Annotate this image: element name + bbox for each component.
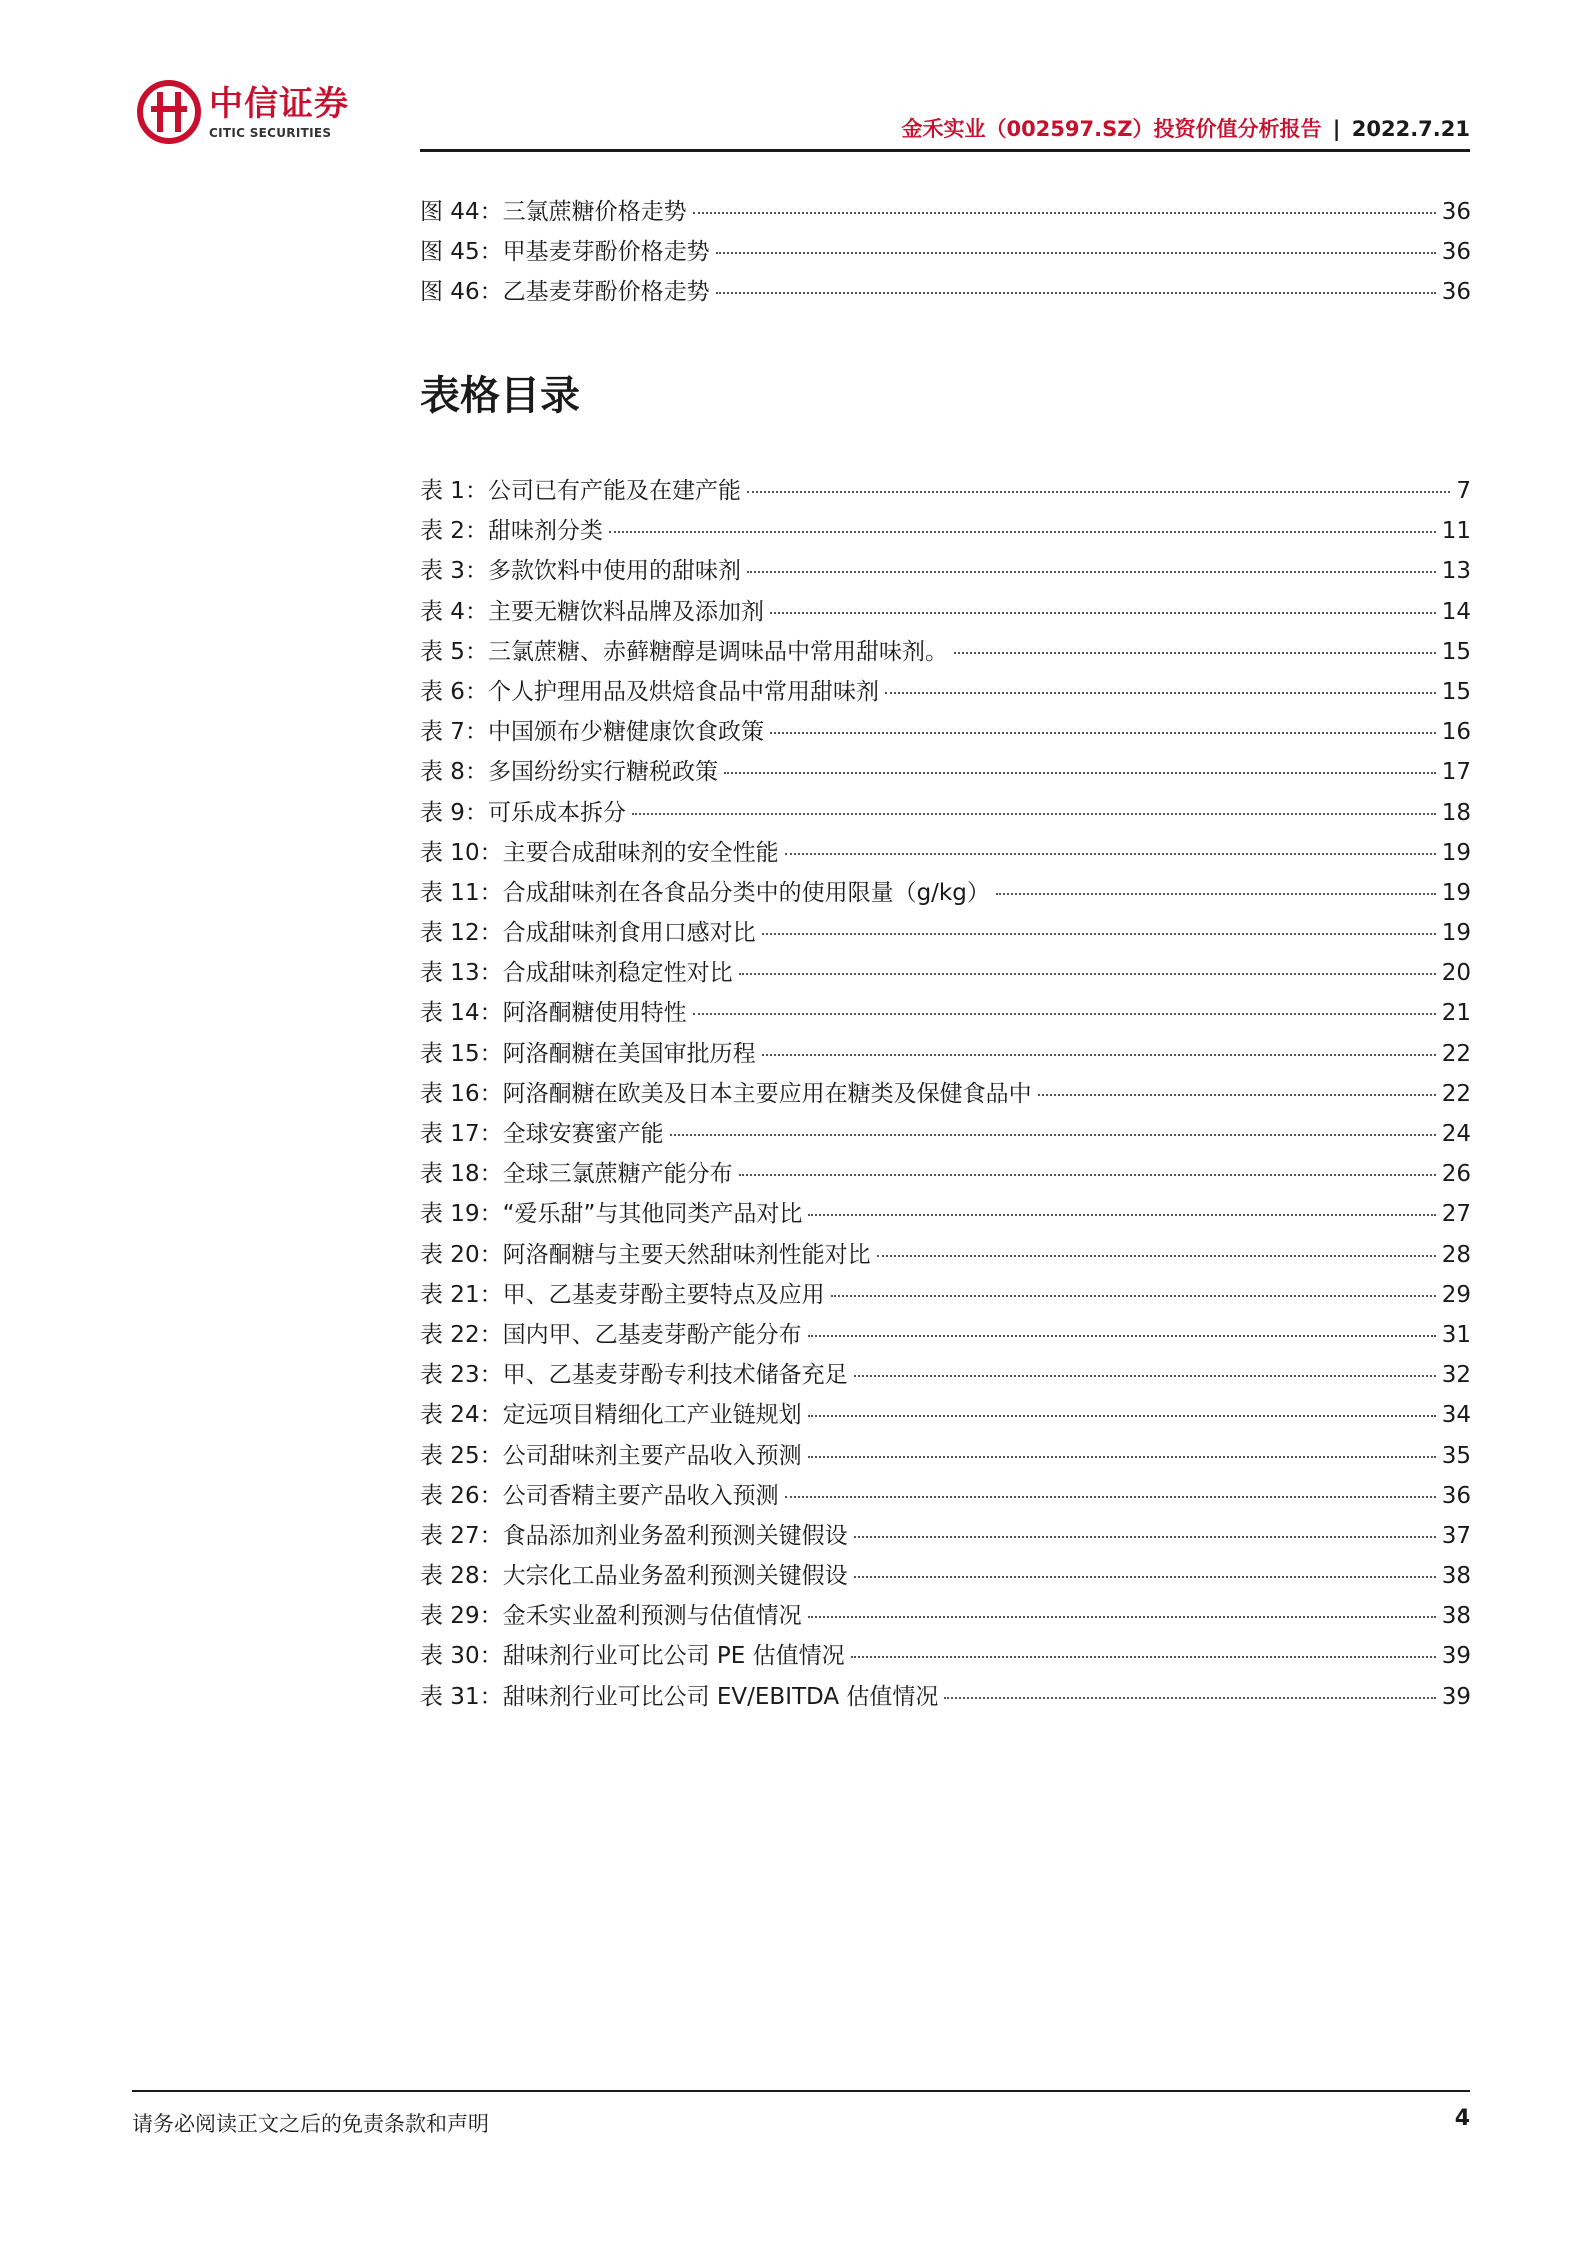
toc-entry-page: 22	[1441, 1040, 1471, 1067]
dot-leader	[670, 1134, 1436, 1136]
dot-leader	[632, 813, 1436, 815]
toc-entry-label: 表 5：三氯蔗糖、赤藓糖醇是调味品中常用甜味剂。	[420, 638, 948, 665]
citic-logo-icon	[137, 80, 201, 144]
toc-entry-label: 表 22：国内甲、乙基麦芽酚产能分布	[420, 1321, 802, 1348]
dot-leader	[944, 1697, 1435, 1699]
report-title: 金禾实业（002597.SZ）投资价值分析报告	[901, 117, 1322, 141]
toc-entry-page: 39	[1441, 1683, 1471, 1710]
toc-entry-label: 表 13：合成甜味剂稳定性对比	[420, 960, 733, 987]
toc-entry[interactable]	[420, 953, 1471, 993]
toc-entry[interactable]	[420, 1556, 1471, 1596]
toc-entry[interactable]	[420, 471, 1471, 511]
dot-leader	[716, 292, 1436, 294]
toc-entry-page: 16	[1441, 719, 1471, 746]
toc-entry-page: 31	[1441, 1321, 1471, 1348]
toc-entry-page: 34	[1441, 1402, 1471, 1429]
toc-entry[interactable]	[420, 1315, 1471, 1355]
toc-entry-page: 19	[1441, 879, 1471, 906]
dot-leader	[808, 1335, 1436, 1337]
report-date: 2022.7.21	[1351, 117, 1470, 141]
dot-leader	[996, 893, 1436, 895]
toc-entry-label: 表 4：主要无糖饮料品牌及添加剂	[420, 598, 764, 625]
toc-entry-label: 表 31：甜味剂行业可比公司 EV/EBITDA 估值情况	[420, 1683, 939, 1710]
toc-entry[interactable]	[420, 551, 1471, 591]
toc-entry-page: 39	[1441, 1643, 1471, 1670]
logo-chinese-name: 中信证券	[209, 84, 349, 124]
dot-leader	[1038, 1094, 1436, 1096]
page-number: 4	[1454, 2106, 1470, 2131]
toc-entry-label: 表 30：甜味剂行业可比公司 PE 估值情况	[420, 1643, 845, 1670]
toc-entry[interactable]	[420, 232, 1471, 272]
toc-entry-page: 28	[1441, 1241, 1471, 1268]
dot-leader	[762, 1054, 1436, 1056]
dot-leader	[877, 1255, 1436, 1257]
toc-entry[interactable]	[420, 712, 1471, 752]
toc-entry[interactable]	[420, 1074, 1471, 1114]
toc-entry[interactable]	[420, 873, 1471, 913]
toc-entry[interactable]	[420, 672, 1471, 712]
dot-leader	[739, 1174, 1436, 1176]
toc-entry[interactable]	[420, 833, 1471, 873]
toc-entry[interactable]	[420, 632, 1471, 672]
toc-entry[interactable]	[420, 1275, 1471, 1315]
toc-entry-label: 表 26：公司香精主要产品收入预测	[420, 1482, 779, 1509]
toc-entry[interactable]	[420, 1194, 1471, 1234]
dot-leader	[854, 1536, 1436, 1538]
toc-entry-label: 表 19：“爱乐甜”与其他同类产品对比	[420, 1201, 803, 1228]
toc-entry-label: 表 8：多国纷纷实行糖税政策	[420, 759, 718, 786]
toc-entry-page: 32	[1441, 1362, 1471, 1389]
table-list	[420, 471, 1471, 1717]
toc-entry-page: 37	[1441, 1522, 1471, 1549]
toc-entry[interactable]	[420, 592, 1471, 632]
toc-entry-label: 表 28：大宗化工品业务盈利预测关键假设	[420, 1563, 848, 1590]
dot-leader	[770, 732, 1436, 734]
dot-leader	[808, 1415, 1436, 1417]
toc-entry[interactable]	[420, 192, 1471, 232]
toc-entry-label: 图 46：乙基麦芽酚价格走势	[420, 279, 710, 306]
dot-leader	[831, 1295, 1436, 1297]
toc-entry-page: 24	[1441, 1121, 1471, 1147]
toc-entry[interactable]	[420, 1034, 1471, 1074]
figure-list	[420, 192, 1471, 313]
toc-entry-page: 19	[1441, 839, 1471, 866]
dot-leader	[854, 1375, 1436, 1377]
dot-leader	[747, 491, 1450, 493]
toc-entry-page: 38	[1441, 1603, 1471, 1630]
toc-entry-label: 图 44：三氯蔗糖价格走势	[420, 199, 687, 225]
toc-entry-page: 19	[1441, 920, 1471, 947]
toc-entry[interactable]	[420, 1154, 1471, 1194]
toc-entry-page: 36	[1441, 279, 1471, 306]
toc-entry-label: 表 6：个人护理用品及烘焙食品中常用甜味剂	[420, 678, 879, 705]
toc-entry-page: 15	[1441, 678, 1471, 705]
logo	[137, 80, 349, 144]
toc-entry-page: 26	[1441, 1161, 1471, 1188]
toc-entry[interactable]	[420, 511, 1471, 551]
toc-entry-label: 表 16：阿洛酮糖在欧美及日本主要应用在糖类及保健食品中	[420, 1080, 1032, 1107]
toc-entry-page: 18	[1441, 799, 1471, 826]
toc-entry-page: 22	[1441, 1080, 1471, 1107]
toc-entry-page: 36	[1441, 199, 1471, 225]
toc-entry-label: 表 21：甲、乙基麦芽酚主要特点及应用	[420, 1281, 825, 1308]
toc-entry[interactable]	[420, 1395, 1471, 1435]
toc-entry[interactable]	[420, 913, 1471, 953]
logo-english-name: CITIC SECURITIES	[209, 126, 332, 140]
toc-entry[interactable]	[420, 1476, 1471, 1516]
toc-entry[interactable]	[420, 1436, 1471, 1476]
toc-entry-label: 表 20：阿洛酮糖与主要天然甜味剂性能对比	[420, 1241, 871, 1268]
toc-entry-label: 表 23：甲、乙基麦芽酚专利技术储备充足	[420, 1362, 848, 1389]
toc-entry-page: 21	[1441, 1000, 1471, 1027]
header-divider	[420, 149, 1470, 152]
header-separator: |	[1332, 117, 1341, 141]
toc-entry-page: 29	[1441, 1281, 1471, 1308]
footer-divider	[132, 2090, 1470, 2092]
toc-entry-label: 表 3：多款饮料中使用的甜味剂	[420, 558, 741, 585]
dot-leader	[739, 973, 1436, 975]
toc-entry-label: 表 9：可乐成本拆分	[420, 799, 626, 826]
dot-leader	[609, 531, 1436, 533]
toc-entry-page: 11	[1441, 518, 1471, 545]
toc-entry-label: 表 7：中国颁布少糖健康饮食政策	[420, 719, 764, 746]
toc-entry[interactable]	[420, 1235, 1471, 1275]
toc-entry[interactable]	[420, 752, 1471, 792]
dot-leader	[770, 612, 1436, 614]
dot-leader	[693, 212, 1436, 214]
toc-entry-page: 35	[1441, 1442, 1471, 1469]
toc-entry-page: 27	[1441, 1201, 1471, 1228]
dot-leader	[885, 692, 1436, 694]
toc-entry-label: 表 17：全球安赛蜜产能	[420, 1121, 664, 1147]
toc-entry-page: 20	[1441, 960, 1471, 987]
toc-entry-page: 36	[1441, 1482, 1471, 1509]
dot-leader	[808, 1456, 1436, 1458]
toc-entry[interactable]	[420, 272, 1471, 312]
toc-entry[interactable]	[420, 793, 1471, 833]
toc-entry-label: 表 29：金禾实业盈利预测与估值情况	[420, 1603, 802, 1630]
dot-leader	[954, 652, 1436, 654]
toc-entry-label: 表 15：阿洛酮糖在美国审批历程	[420, 1040, 756, 1067]
toc-entry[interactable]	[420, 993, 1471, 1033]
toc-entry-page: 38	[1441, 1563, 1471, 1590]
toc-entry[interactable]	[420, 1636, 1471, 1676]
toc-entry[interactable]	[420, 1114, 1471, 1154]
section-title: 表格目录	[420, 373, 580, 419]
dot-leader	[808, 1214, 1435, 1216]
dot-leader	[854, 1576, 1436, 1578]
dot-leader	[851, 1656, 1436, 1658]
dot-leader	[762, 933, 1436, 935]
dot-leader	[716, 252, 1436, 254]
toc-entry-label: 图 45：甲基麦芽酚价格走势	[420, 239, 710, 266]
toc-entry[interactable]	[420, 1355, 1471, 1395]
disclaimer-text: 请务必阅读正文之后的免责条款和声明	[132, 2112, 489, 2136]
dot-leader	[785, 853, 1436, 855]
toc-entry-label: 表 18：全球三氯蔗糖产能分布	[420, 1161, 733, 1188]
toc-entry-label: 表 12：合成甜味剂食用口感对比	[420, 920, 756, 947]
toc-entry[interactable]	[420, 1516, 1471, 1556]
toc-entry-page: 7	[1456, 478, 1471, 504]
toc-entry-label: 表 11：合成甜味剂在各食品分类中的使用限量（g/kg）	[420, 879, 990, 906]
toc-entry-label: 表 1：公司已有产能及在建产能	[420, 478, 741, 504]
toc-entry-page: 17	[1441, 759, 1471, 786]
toc-entry[interactable]	[420, 1677, 1471, 1717]
dot-leader	[808, 1616, 1436, 1618]
dot-leader	[785, 1496, 1436, 1498]
toc-entry-label: 表 2：甜味剂分类	[420, 518, 603, 545]
dot-leader	[724, 772, 1436, 774]
toc-entry-page: 36	[1441, 239, 1471, 266]
toc-entry[interactable]	[420, 1596, 1471, 1636]
toc-entry-label: 表 25：公司甜味剂主要产品收入预测	[420, 1442, 802, 1469]
toc-entry-label: 表 27：食品添加剂业务盈利预测关键假设	[420, 1522, 848, 1549]
dot-leader	[747, 571, 1436, 573]
toc-entry-label: 表 10：主要合成甜味剂的安全性能	[420, 839, 779, 866]
toc-entry-label: 表 24：定远项目精细化工产业链规划	[420, 1402, 802, 1429]
dot-leader	[693, 1013, 1436, 1015]
toc-entry-page: 14	[1441, 598, 1471, 625]
toc-entry-label: 表 14：阿洛酮糖使用特性	[420, 1000, 687, 1027]
toc-entry-page: 15	[1441, 638, 1471, 665]
toc-entry-page: 13	[1441, 558, 1471, 585]
report-header	[901, 113, 1470, 143]
